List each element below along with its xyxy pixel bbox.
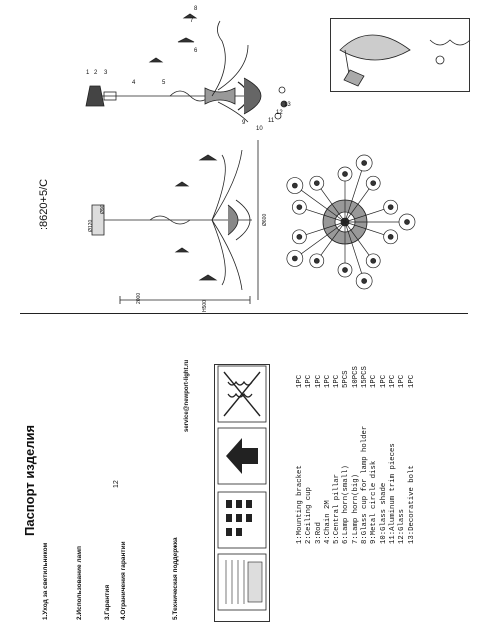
parts-row: [380, 358, 389, 544]
callout-11: 11: [268, 118, 275, 124]
topview-lamp-center: [297, 234, 302, 239]
topview-lamp-center: [292, 256, 297, 261]
part-name: 2:Ceiling cup: [305, 487, 314, 544]
no-water-icon: [216, 364, 268, 424]
dim-height: H500: [202, 300, 208, 312]
dim-rod: Ø90: [100, 204, 106, 214]
part-qty: 1PC: [333, 374, 342, 388]
callout-12: 12: [276, 110, 283, 116]
terminal-block-icon: [216, 490, 268, 550]
topview-lamp-center: [362, 278, 367, 283]
support-email: service@newport-light.ru: [184, 359, 190, 432]
part-name: 9:Metal circle disk: [370, 460, 379, 544]
topview-lamp-center: [405, 220, 410, 225]
topview-lamp-center: [343, 172, 348, 177]
parts-row: [324, 358, 333, 544]
part-qty: 1PC: [370, 374, 379, 388]
parts-row: [333, 358, 342, 544]
topview-lamp-center: [371, 258, 376, 263]
part-qty: 1PC: [398, 374, 407, 388]
part-qty: 10PCS: [351, 366, 360, 388]
installation-inset: [330, 18, 470, 92]
topview-lamp-center: [388, 205, 393, 210]
warranty-number: 12: [113, 480, 120, 488]
callout-2: 2: [94, 70, 98, 76]
section-warranty-limits: 4.Ограничения гарантии: [120, 541, 127, 620]
model-code: :8620+5/C: [38, 178, 50, 230]
callout-1: 1: [86, 70, 90, 76]
callout-7: 7: [190, 18, 194, 24]
part-name: 4:Chain 2M: [323, 500, 332, 544]
parts-row: [389, 358, 398, 544]
topview-lamp-center: [343, 268, 348, 273]
section-warranty: 3.Гарантия: [104, 584, 111, 620]
part-name: 7:Lamp horn(big): [351, 473, 360, 544]
callout-9: 9: [242, 120, 246, 126]
parts-row: [352, 358, 361, 544]
topview-lamp-center: [371, 181, 376, 186]
callout-3: 3: [104, 70, 108, 76]
part-name: 12:Glass: [398, 508, 407, 544]
part-qty: 1PC: [314, 374, 323, 388]
parts-row: [398, 358, 407, 544]
parts-row: [305, 358, 314, 544]
topview-lamp-center: [292, 183, 297, 188]
dim-width: Ø600: [262, 213, 268, 226]
part-name: 11:Aluminum trim pieces: [388, 443, 397, 544]
parts-row: [408, 358, 417, 544]
callout-4: 4: [132, 80, 136, 86]
section-divider: [20, 313, 468, 314]
section-lamps: 2.Использование ламп: [76, 546, 83, 620]
part-qty: 1PC: [388, 374, 397, 388]
part-name: 6:Lamp horn(small): [342, 465, 351, 544]
wiring-diagram-icon: [216, 552, 268, 612]
parts-row: [296, 358, 305, 544]
callout-13: 13: [284, 102, 291, 108]
part-name: 5:Central pillar: [333, 473, 342, 544]
part-qty: 15PCS: [361, 366, 370, 388]
page-title: Паспорт изделия: [22, 424, 37, 536]
callout-10: 10: [256, 126, 263, 132]
callout-8: 8: [194, 6, 198, 12]
topview-lamp-center: [314, 181, 319, 186]
part-name: 3:Rod: [314, 522, 323, 544]
topview-lamp-center: [297, 205, 302, 210]
part-qty: 1PC: [323, 374, 332, 388]
parts-row: [361, 358, 370, 544]
part-qty: 1PC: [296, 374, 304, 388]
dim-chain: 2000: [136, 292, 142, 304]
part-qty: 1PC: [379, 374, 388, 388]
part-name: 8:Glass cup for lamp holder: [361, 425, 370, 544]
dim-cup: Ø120: [88, 219, 94, 232]
part-qty: 5PCS: [342, 370, 351, 388]
section-care: 1.Уход за светильником: [42, 542, 49, 620]
topview-lamp-center: [314, 258, 319, 263]
part-name: 10:Glass shade: [379, 482, 388, 544]
topview-lamp-center: [388, 234, 393, 239]
part-qty: 1PC: [305, 374, 314, 388]
part-name: 13:Decorative bolt: [407, 465, 416, 544]
part-qty: 1PC: [407, 374, 416, 388]
section-support: 5.Техническая поддержка: [172, 537, 179, 620]
parts-row: [342, 358, 351, 544]
part-name: 1:Mounting bracket: [296, 465, 304, 544]
parts-row: [370, 358, 379, 544]
installation-arrow-icon: [216, 426, 268, 486]
parts-list: [296, 358, 417, 544]
parts-row: [315, 358, 324, 544]
topview-lamp-center: [362, 161, 367, 166]
callout-6: 6: [194, 48, 198, 54]
callout-5: 5: [162, 80, 166, 86]
